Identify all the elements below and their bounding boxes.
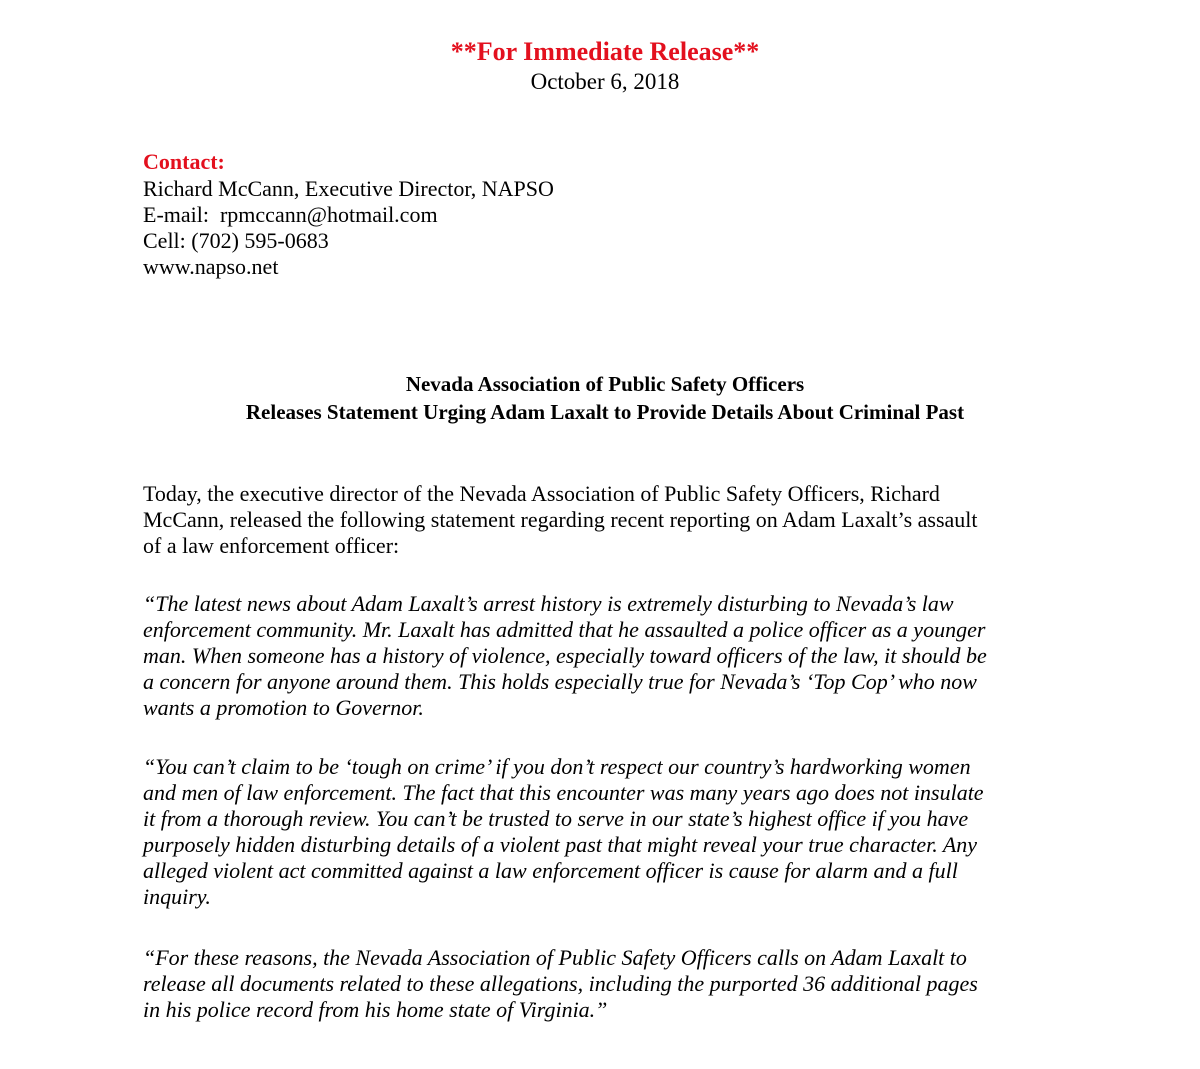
contact-website: www.napso.net	[143, 254, 279, 279]
headline-line-1: Nevada Association of Public Safety Officers	[405, 372, 805, 396]
quote-line: and men of law enforcement. The fact that this encounter was many years ago does not insulate	[143, 780, 984, 805]
quote-paragraph-1	[143, 591, 1063, 721]
quote-line: “You can’t claim to be ‘tough on crime’ if you don’t respect our country’s hardworking women	[143, 754, 971, 779]
quote-line: man. When someone has a history of violence, especially toward officers of the law, it should be	[143, 643, 987, 668]
intro-paragraph	[143, 481, 1063, 559]
quote-line: “For these reasons, the Nevada Association of Public Safety Officers calls on Adam Laxalt to	[143, 945, 967, 970]
quote-line: it from a thorough review. You can’t be trusted to serve in our state’s highest office if you have	[143, 806, 969, 831]
intro-line: of a law enforcement officer:	[143, 533, 400, 558]
headline	[0, 370, 1200, 426]
quote-line: in his police record from his home state of Virginia.”	[143, 997, 608, 1022]
contact-block	[143, 148, 554, 280]
quote-line: purposely hidden disturbing details of a violent past that might reveal your true character. Any	[143, 832, 978, 857]
quote-line: release all documents related to these allegations, including the purported 36 additional pages	[143, 971, 978, 996]
quote-line: inquiry.	[143, 884, 211, 909]
quote-paragraph-2	[143, 754, 1063, 910]
contact-label: Contact:	[143, 149, 225, 174]
intro-line: McCann, released the following statement regarding recent reporting on Adam Laxalt’s assault	[143, 507, 978, 532]
quote-paragraph-3	[143, 945, 1063, 1023]
contact-phone: Cell: (702) 595-0683	[143, 228, 329, 253]
release-date: October 6, 2018	[530, 69, 680, 94]
quote-line: wants a promotion to Governor.	[143, 695, 424, 720]
contact-name: Richard McCann, Executive Director, NAPSO	[143, 176, 554, 201]
headline-line-2: Releases Statement Urging Adam Laxalt to Provide Details About Criminal Past	[245, 400, 965, 424]
quote-line: alleged violent act committed against a law enforcement officer is cause for alarm and a full	[143, 858, 958, 883]
contact-email: E-mail: rpmccann@hotmail.com	[143, 202, 438, 227]
quote-line: enforcement community. Mr. Laxalt has admitted that he assaulted a police officer as a younger	[143, 617, 986, 642]
quote-line: a concern for anyone around them. This holds especially true for Nevada’s ‘Top Cop’ who now	[143, 669, 977, 694]
release-label: **For Immediate Release**	[450, 37, 760, 66]
intro-line: Today, the executive director of the Nevada Association of Public Safety Officers, Richard	[143, 481, 940, 506]
quote-line: “The latest news about Adam Laxalt’s arrest history is extremely disturbing to Nevada’s law	[143, 591, 954, 616]
